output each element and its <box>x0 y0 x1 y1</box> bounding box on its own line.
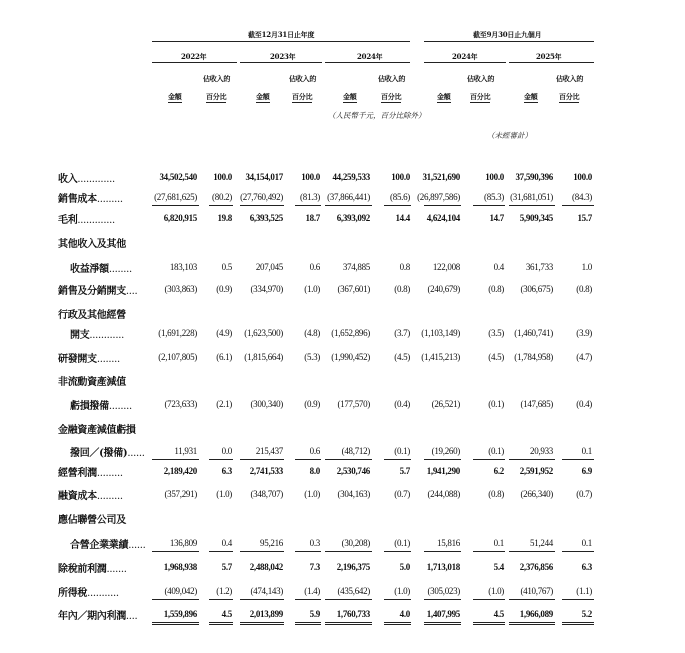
cell-percent: (84.3) <box>572 192 592 202</box>
row-label <box>58 326 124 341</box>
col-header-pct-bottom: 百分比 <box>559 92 580 101</box>
row-label <box>58 464 123 479</box>
subtotal-underline <box>384 599 411 600</box>
total-double-underline <box>424 622 461 625</box>
cell-amount: (304,163) <box>337 489 370 499</box>
total-double-underline <box>509 622 555 625</box>
cell-percent: 6.3 <box>221 466 232 476</box>
subtotal-underline <box>209 599 233 600</box>
cell-amount: 122,008 <box>432 262 460 272</box>
row-label-text: 研發開支 <box>58 354 97 365</box>
cell-amount: (435,642) <box>337 586 370 596</box>
cell-percent: (1.2) <box>216 586 232 596</box>
row-label <box>58 306 126 321</box>
cell-percent: (0.8) <box>394 284 410 294</box>
row-label-leader: ....... <box>106 564 127 575</box>
cell-amount: 1,968,938 <box>163 562 197 572</box>
row-label-text: 收入 <box>58 174 78 185</box>
total-double-underline <box>384 622 411 625</box>
cell-percent: 100.0 <box>213 172 232 182</box>
row-label <box>58 584 119 599</box>
cell-percent: (1.0) <box>216 489 232 499</box>
row-label <box>58 487 123 502</box>
subtotal-underline <box>384 205 411 206</box>
row-label-leader: ...... <box>127 448 145 459</box>
cell-amount: 1,713,018 <box>426 562 460 572</box>
cell-amount: (1,103,149) <box>421 328 460 338</box>
subtotal-underline <box>424 599 461 600</box>
cell-percent: (1.0) <box>304 489 320 499</box>
row-label-text: 除稅前利潤 <box>58 564 107 575</box>
row-label-leader: ......... <box>96 194 123 205</box>
cell-percent: (3.5) <box>488 328 504 338</box>
row-label-text: 經營利潤 <box>58 468 97 479</box>
row-label-leader: ............. <box>77 215 115 226</box>
col-header-pct-bottom: 百分比 <box>470 92 491 101</box>
year-rule-2024 <box>325 62 410 63</box>
cell-amount: (409,042) <box>164 586 197 596</box>
cell-percent: 0.1 <box>581 446 592 456</box>
subtotal-underline <box>562 599 594 600</box>
cell-amount: 136,809 <box>169 538 197 548</box>
row-label-leader: ........ <box>108 401 132 412</box>
subtotal-underline <box>209 551 233 552</box>
row-label <box>58 397 132 412</box>
subtotal-underline <box>562 459 594 460</box>
row-label <box>58 350 120 365</box>
cell-amount: 2,189,420 <box>163 466 197 476</box>
cell-amount: 4,624,104 <box>426 213 460 223</box>
row-label-text: 行政及其他經營 <box>58 310 126 321</box>
total-double-underline <box>473 622 505 625</box>
cell-amount: 2,013,899 <box>249 609 283 619</box>
cell-percent: 5.4 <box>493 562 504 572</box>
col-header-amount: 金額 <box>256 92 270 101</box>
cell-percent: 4.5 <box>493 609 504 619</box>
cell-percent: 100.0 <box>301 172 320 182</box>
group-rule-nine-months <box>424 41 594 42</box>
cell-amount: 361,733 <box>525 262 553 272</box>
row-label-text: 撥回／(撥備) <box>70 448 128 459</box>
row-label-leader: .... <box>125 286 138 297</box>
row-label-text: 銷售成本 <box>58 194 97 205</box>
row-label-text: 其他收入及其他 <box>58 239 126 250</box>
row-label-leader: ........... <box>87 588 119 599</box>
cell-percent: 8.0 <box>309 466 320 476</box>
row-label-text: 合營企業業績 <box>70 540 129 551</box>
cell-amount: 2,488,042 <box>249 562 283 572</box>
total-double-underline <box>209 622 233 625</box>
cell-percent: (1.0) <box>304 284 320 294</box>
cell-percent: 5.2 <box>581 609 592 619</box>
row-label-leader: ......... <box>96 468 123 479</box>
row-label-text: 銷售及分銷開支 <box>58 286 126 297</box>
subtotal-underline <box>240 205 284 206</box>
cell-percent: 0.5 <box>221 262 232 272</box>
cell-percent: (3.7) <box>394 328 410 338</box>
cell-percent: 5.9 <box>309 609 320 619</box>
cell-amount: (1,415,213) <box>421 352 460 362</box>
row-label-leader: ...... <box>128 540 146 551</box>
subtotal-underline <box>325 205 372 206</box>
subtotal-underline <box>209 459 233 460</box>
cell-percent: (4.9) <box>216 328 232 338</box>
cell-amount: (177,570) <box>337 399 370 409</box>
row-label-text: 應佔聯營公司及 <box>58 515 126 526</box>
row-label <box>58 260 132 275</box>
cell-percent: 0.6 <box>309 446 320 456</box>
cell-percent: 0.0 <box>221 446 232 456</box>
total-double-underline <box>240 622 284 625</box>
cell-percent: (3.9) <box>576 328 592 338</box>
cell-percent: (2.1) <box>216 399 232 409</box>
row-label-text: 金融資產減值虧損 <box>58 425 136 436</box>
col-header-underline <box>470 102 490 103</box>
col-header-underline <box>256 102 270 103</box>
row-label-leader: ............. <box>77 174 115 185</box>
subtotal-underline <box>295 551 321 552</box>
row-label-text: 年內／期內利潤 <box>58 611 126 622</box>
row-label <box>58 421 136 436</box>
subtotal-underline <box>209 205 233 206</box>
subtotal-underline <box>473 459 505 460</box>
cell-percent: (4.7) <box>576 352 592 362</box>
row-label-text: 收益淨額 <box>70 264 109 275</box>
cell-amount: (48,712) <box>341 446 370 456</box>
row-label <box>58 211 115 226</box>
cell-percent: 100.0 <box>485 172 504 182</box>
cell-percent: 5.7 <box>221 562 232 572</box>
year-rule-2022 <box>152 62 237 63</box>
cell-amount: 2,530,746 <box>336 466 370 476</box>
row-label-leader: .... <box>125 611 138 622</box>
cell-percent: 18.7 <box>305 213 320 223</box>
cell-percent: (0.7) <box>576 489 592 499</box>
cell-amount: (1,815,664) <box>244 352 283 362</box>
cell-amount: 31,521,690 <box>422 172 460 182</box>
row-label-text: 所得稅 <box>58 588 88 599</box>
cell-amount: 1,941,290 <box>426 466 460 476</box>
cell-percent: (0.1) <box>488 446 504 456</box>
col-header-underline <box>168 102 182 103</box>
cell-percent: 0.3 <box>309 538 320 548</box>
year-header-2023: 2023年 <box>270 52 296 61</box>
row-label-leader: ........ <box>108 264 132 275</box>
cell-amount: (240,679) <box>427 284 460 294</box>
cell-amount: 2,591,952 <box>519 466 553 476</box>
cell-amount: (474,143) <box>250 586 283 596</box>
cell-amount: (410,767) <box>520 586 553 596</box>
cell-amount: (26,521) <box>431 399 460 409</box>
subtotal-underline <box>509 459 555 460</box>
cell-amount: (27,760,492) <box>240 192 283 202</box>
cell-amount: (31,681,051) <box>510 192 553 202</box>
cell-amount: 1,760,733 <box>336 609 370 619</box>
cell-percent: (0.8) <box>576 284 592 294</box>
subtotal-underline <box>152 551 199 552</box>
cell-percent: 0.4 <box>493 262 504 272</box>
cell-percent: (5.3) <box>304 352 320 362</box>
cell-amount: 95,216 <box>260 538 283 548</box>
cell-amount: 51,244 <box>530 538 553 548</box>
subtotal-underline <box>562 551 594 552</box>
cell-percent: (1.0) <box>394 586 410 596</box>
cell-amount: (723,633) <box>164 399 197 409</box>
cell-percent: (0.9) <box>304 399 320 409</box>
cell-amount: (244,088) <box>427 489 460 499</box>
col-header-amount: 金額 <box>524 92 538 101</box>
row-label <box>58 607 137 622</box>
cell-amount: 34,154,017 <box>245 172 283 182</box>
cell-amount: (1,460,741) <box>514 328 553 338</box>
cell-amount: (1,691,228) <box>158 328 197 338</box>
cell-percent: 6.2 <box>493 466 504 476</box>
cell-amount: 15,816 <box>437 538 460 548</box>
col-header-underline <box>206 102 226 103</box>
col-header-amount: 金額 <box>343 92 357 101</box>
year-header-2024: 2024年 <box>357 52 383 61</box>
cell-amount: 6,820,915 <box>163 213 197 223</box>
cell-amount: 1,559,896 <box>163 609 197 619</box>
cell-amount: 5,909,345 <box>519 213 553 223</box>
cell-amount: (348,707) <box>250 489 283 499</box>
cell-amount: 11,931 <box>174 446 197 456</box>
cell-percent: 4.0 <box>399 609 410 619</box>
cell-percent: 14.4 <box>395 213 410 223</box>
col-header-pct-bottom: 百分比 <box>381 92 402 101</box>
cell-percent: 0.1 <box>581 538 592 548</box>
subtotal-underline <box>240 551 284 552</box>
year-header-2025-9m: 2025年 <box>536 52 562 61</box>
cell-percent: 100.0 <box>573 172 592 182</box>
cell-amount: 44,259,533 <box>332 172 370 182</box>
cell-percent: (4.5) <box>488 352 504 362</box>
cell-percent: (0.1) <box>394 538 410 548</box>
subtotal-underline <box>152 599 199 600</box>
col-header-amount: 金額 <box>168 92 182 101</box>
cell-amount: (300,340) <box>250 399 283 409</box>
cell-percent: (85.3) <box>484 192 504 202</box>
cell-amount: (334,970) <box>250 284 283 294</box>
cell-amount: (19,260) <box>431 446 460 456</box>
row-label-text: 融資成本 <box>58 491 97 502</box>
col-header-pct-top: 佔收入的 <box>378 74 406 83</box>
col-header-underline <box>292 102 312 103</box>
subtotal-underline <box>562 205 594 206</box>
col-header-pct-top: 佔收入的 <box>203 74 231 83</box>
row-label <box>58 235 126 250</box>
cell-percent: (0.1) <box>488 399 504 409</box>
col-header-pct-top: 佔收入的 <box>289 74 317 83</box>
cell-percent: (0.9) <box>216 284 232 294</box>
subtotal-underline <box>152 459 199 460</box>
year-rule-2023 <box>240 62 322 63</box>
year-header-2024-9m: 2024年 <box>452 52 478 61</box>
cell-percent: (80.2) <box>212 192 232 202</box>
cell-amount: (27,681,625) <box>154 192 197 202</box>
cell-percent: (0.8) <box>488 284 504 294</box>
row-label <box>58 170 115 185</box>
row-label-text: 非流動資產減值 <box>58 377 126 388</box>
total-double-underline <box>325 622 372 625</box>
subtotal-underline <box>384 551 411 552</box>
cell-amount: 2,741,533 <box>249 466 283 476</box>
cell-amount: (1,990,452) <box>331 352 370 362</box>
cell-percent: (1.4) <box>304 586 320 596</box>
cell-amount: (1,784,958) <box>514 352 553 362</box>
col-header-pct-top: 佔收入的 <box>556 74 584 83</box>
cell-amount: (357,291) <box>164 489 197 499</box>
cell-percent: (0.1) <box>394 446 410 456</box>
row-label-text: 開支 <box>70 330 90 341</box>
cell-percent: 19.8 <box>217 213 232 223</box>
cell-percent: 15.7 <box>577 213 592 223</box>
cell-percent: 7.3 <box>309 562 320 572</box>
row-label-text: 虧損撥備 <box>70 401 109 412</box>
col-header-underline <box>381 102 401 103</box>
cell-percent: (1.1) <box>576 586 592 596</box>
unit-note: （人民幣千元，百分比除外） <box>328 111 426 120</box>
group-rule-fiscal-year <box>152 41 410 42</box>
subtotal-underline <box>325 599 372 600</box>
row-label-text: 毛利 <box>58 215 78 226</box>
col-header-underline <box>437 102 451 103</box>
cell-amount: 6,393,525 <box>249 213 283 223</box>
row-label <box>58 190 123 205</box>
cell-amount: (367,601) <box>337 284 370 294</box>
cell-percent: 14.7 <box>489 213 504 223</box>
subtotal-underline <box>295 205 321 206</box>
group-title-nine-months: 截至9月30日止九個月 <box>473 30 542 39</box>
subtotal-underline <box>325 459 372 460</box>
subtotal-underline <box>384 459 411 460</box>
cell-percent: 5.0 <box>399 562 410 572</box>
cell-percent: 1.0 <box>581 262 592 272</box>
cell-percent: (81.3) <box>300 192 320 202</box>
subtotal-underline <box>295 459 321 460</box>
subtotal-underline <box>240 459 284 460</box>
cell-amount: (37,866,441) <box>327 192 370 202</box>
subtotal-underline <box>509 551 555 552</box>
cell-percent: (0.8) <box>488 489 504 499</box>
cell-amount: 34,502,540 <box>159 172 197 182</box>
cell-percent: 0.8 <box>399 262 410 272</box>
subtotal-underline <box>152 205 199 206</box>
row-label <box>58 511 126 526</box>
subtotal-underline <box>424 551 461 552</box>
cell-percent: (4.5) <box>394 352 410 362</box>
cell-percent: 5.7 <box>399 466 410 476</box>
cell-amount: 183,103 <box>169 262 197 272</box>
subtotal-underline <box>424 459 461 460</box>
cell-amount: 37,590,396 <box>515 172 553 182</box>
cell-amount: 207,045 <box>255 262 283 272</box>
col-header-underline <box>524 102 538 103</box>
subtotal-underline <box>240 599 284 600</box>
subtotal-underline <box>295 599 321 600</box>
row-label <box>58 282 137 297</box>
row-label-leader: ............ <box>89 330 124 341</box>
subtotal-underline <box>424 205 461 206</box>
cell-percent: 0.4 <box>221 538 232 548</box>
cell-amount: (2,107,805) <box>158 352 197 362</box>
cell-amount: (305,023) <box>427 586 460 596</box>
total-double-underline <box>295 622 321 625</box>
row-label <box>58 560 127 575</box>
col-header-pct-top: 佔收入的 <box>467 74 495 83</box>
row-label <box>58 373 126 388</box>
cell-percent: 100.0 <box>391 172 410 182</box>
col-header-amount: 金額 <box>437 92 451 101</box>
row-label-leader: ......... <box>96 491 123 502</box>
col-header-pct-bottom: 百分比 <box>292 92 313 101</box>
total-double-underline <box>562 622 594 625</box>
cell-percent: (0.4) <box>394 399 410 409</box>
subtotal-underline <box>325 551 372 552</box>
cell-amount: 2,196,375 <box>336 562 370 572</box>
cell-percent: (4.8) <box>304 328 320 338</box>
cell-percent: 0.6 <box>309 262 320 272</box>
cell-percent: (1.0) <box>488 586 504 596</box>
year-rule-2024-9m <box>424 62 506 63</box>
col-header-underline <box>343 102 357 103</box>
cell-amount: 1,966,089 <box>519 609 553 619</box>
cell-amount: (26,897,586) <box>417 192 460 202</box>
cell-percent: 4.5 <box>221 609 232 619</box>
group-title-fiscal-year: 截至12月31日止年度 <box>248 30 315 39</box>
subtotal-underline <box>473 599 505 600</box>
cell-percent: 6.9 <box>581 466 592 476</box>
cell-amount: 6,393,092 <box>336 213 370 223</box>
cell-amount: (147,685) <box>520 399 553 409</box>
cell-amount: 1,407,995 <box>426 609 460 619</box>
total-double-underline <box>152 622 199 625</box>
subtotal-underline <box>509 599 555 600</box>
cell-amount: (1,623,500) <box>244 328 283 338</box>
row-label-leader: ........ <box>96 354 120 365</box>
cell-percent: (6.1) <box>216 352 232 362</box>
cell-percent: (0.4) <box>576 399 592 409</box>
cell-percent: (85.6) <box>390 192 410 202</box>
subtotal-underline <box>473 551 505 552</box>
cell-amount: (266,340) <box>520 489 553 499</box>
year-rule-2025-9m <box>509 62 594 63</box>
cell-amount: 20,933 <box>530 446 553 456</box>
cell-percent: 0.1 <box>493 538 504 548</box>
unaudited-note: （未經審計） <box>487 131 532 140</box>
cell-amount: (1,652,896) <box>331 328 370 338</box>
cell-amount: 374,885 <box>342 262 370 272</box>
year-header-2022: 2022年 <box>181 52 207 61</box>
cell-percent: 6.3 <box>581 562 592 572</box>
cell-amount: (303,863) <box>164 284 197 294</box>
col-header-underline <box>559 102 579 103</box>
cell-amount: (306,675) <box>520 284 553 294</box>
subtotal-underline <box>509 205 555 206</box>
cell-percent: (0.7) <box>394 489 410 499</box>
col-header-pct-bottom: 百分比 <box>206 92 227 101</box>
cell-amount: 215,437 <box>255 446 283 456</box>
subtotal-underline <box>473 205 505 206</box>
cell-amount: 2,376,856 <box>519 562 553 572</box>
cell-amount: (30,208) <box>341 538 370 548</box>
